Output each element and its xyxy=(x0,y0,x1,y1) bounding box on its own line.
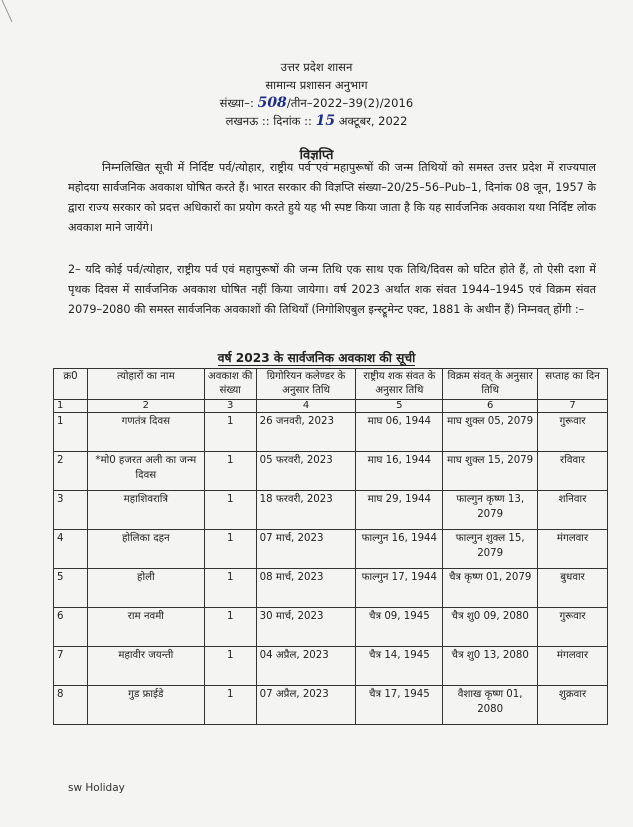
cell-vikram: वैशाख कृष्ण 01, 2080 xyxy=(443,686,538,725)
cell-count: 1 xyxy=(204,491,256,530)
cell-gregorian: 08 मार्च, 2023 xyxy=(256,569,356,608)
cell-gregorian: 26 जनवरी, 2023 xyxy=(256,413,356,452)
cell-count: 1 xyxy=(204,686,256,725)
header-day: सप्ताह का दिन xyxy=(538,369,608,400)
cell-name: राम नवमी xyxy=(87,608,204,647)
cell-shaka: चैत्र 17, 1945 xyxy=(356,686,443,725)
table-title xyxy=(0,349,633,366)
cell-sno: 1 xyxy=(54,413,88,452)
cell-vikram: फाल्गुन कृष्ण 13, 2079 xyxy=(443,491,538,530)
cell-name: महाशिवरात्रि xyxy=(87,491,204,530)
cell-count: 1 xyxy=(204,413,256,452)
date-handwritten: 15 xyxy=(315,113,336,129)
cell-count: 1 xyxy=(204,569,256,608)
header-vikram: विक्रम संवत् के अनुसार तिथि xyxy=(443,369,538,400)
cell-name: महावीर जयन्ती xyxy=(87,647,204,686)
column-number: 3 xyxy=(204,400,256,413)
cell-sno: 8 xyxy=(54,686,88,725)
table-title-text: वर्ष 2023 के सार्वजनिक अवकाश की सूची xyxy=(217,351,416,365)
cell-vikram: माघ शुक्ल 05, 2079 xyxy=(443,413,538,452)
column-number: 5 xyxy=(356,400,443,413)
header-name: त्योहारों का नाम xyxy=(87,369,204,400)
cell-gregorian: 07 अप्रैल, 2023 xyxy=(256,686,356,725)
cell-gregorian: 07 मार्च, 2023 xyxy=(256,530,356,569)
cell-gregorian: 30 मार्च, 2023 xyxy=(256,608,356,647)
cell-name: *मो0 हजरत अली का जन्म दिवस xyxy=(87,452,204,491)
cell-count: 1 xyxy=(204,647,256,686)
reference-prefix: संख्या–: xyxy=(219,96,254,110)
cell-count: 1 xyxy=(204,452,256,491)
notice-title-text: विज्ञप्ति xyxy=(299,148,334,163)
cell-shaka: चैत्र 09, 1945 xyxy=(356,608,443,647)
cell-day: गुरूवार xyxy=(538,608,608,647)
cell-shaka: माघ 06, 1944 xyxy=(356,413,443,452)
cell-day: मंगलवार xyxy=(538,530,608,569)
reference-number xyxy=(0,94,633,112)
cell-shaka: चैत्र 14, 1945 xyxy=(356,647,443,686)
holiday-table xyxy=(53,368,608,725)
table-row xyxy=(54,452,608,491)
cell-day: गुरूवार xyxy=(538,413,608,452)
table-row xyxy=(54,491,608,530)
cell-shaka: माघ 16, 1944 xyxy=(356,452,443,491)
column-number: 7 xyxy=(538,400,608,413)
cell-day: बुधवार xyxy=(538,569,608,608)
cell-sno: 2 xyxy=(54,452,88,491)
table-row xyxy=(54,569,608,608)
paragraph-2: 2– यदि कोई पर्व/त्योहार, राष्ट्रीय पर्व एवं महापुरूषों की जन्म तिथि एक साथ एक तिथि/दिवस को घटित होते हैं, तो ऐसी दशा में पृथक दिवस में सार्वजनिक अवकाश घोषित नहीं किया जायेगा। वर्ष 2023 अर्थात शक संवत 1944–1945 एवं विक्रम संवत 2079–2080 की समस्त सार्वजनिक अवकाशों की तिथियाँ (निगोशिएबुल इन्स्ट्रूमेन्ट एक्ट, 1881 के अधीन हैं) निम्नवत् होंगी :– xyxy=(68,263,596,316)
cell-vikram: चैत्र कृष्ण 01, 2079 xyxy=(443,569,538,608)
cell-vikram: माघ शुक्ल 15, 2079 xyxy=(443,452,538,491)
reference-handwritten: 508 xyxy=(257,95,287,111)
place-date-prefix: लखनऊ :: दिनांक :: xyxy=(225,114,312,128)
cell-gregorian: 18 फरवरी, 2023 xyxy=(256,491,356,530)
paragraph-1: निम्नलिखित सूची में निर्दिष्ट पर्व/त्योहार, राष्ट्रीय पर्व एवं महापुरूषों की जन्म तिथियों को समस्त उत्तर प्रदेश में राज्यपाल महोदया सार्वजनिक अवकाश घोषित करते हैं। भारत सरकार की विज्ञप्ति संख्या–20/25–56–Pub–1, दिनांक 08 जून, 1957 के द्वारा राज्य सरकार को प्रदत्त अधिकारों का प्रयोग करते हुये यह भी स्पष्ट किया जाता है कि यह सार्वजनिक अवकाश यथा निर्दिष्ट लोक अवकाश माने जायेंगे। xyxy=(68,161,596,234)
cell-day: शनिवार xyxy=(538,491,608,530)
column-number: 6 xyxy=(443,400,538,413)
cell-sno: 6 xyxy=(54,608,88,647)
cell-name: होलिका दहन xyxy=(87,530,204,569)
cell-name: गणतंत्र दिवस xyxy=(87,413,204,452)
cell-count: 1 xyxy=(204,608,256,647)
header-gregorian: ग्रिगोरियन कलेण्डर के अनुसार तिथि xyxy=(256,369,356,400)
footer-label: sw Holiday xyxy=(68,782,125,794)
header-shaka: राष्ट्रीय शक संवत के अनुसार तिथि xyxy=(356,369,443,400)
cell-gregorian: 05 फरवरी, 2023 xyxy=(256,452,356,491)
header-sno: क्र0 xyxy=(54,369,88,400)
cell-day: मंगलवार xyxy=(538,647,608,686)
cell-vikram: चैत्र शु0 09, 2080 xyxy=(443,608,538,647)
cell-shaka: फाल्गुन 17, 1944 xyxy=(356,569,443,608)
cell-shaka: फाल्गुन 16, 1944 xyxy=(356,530,443,569)
table-row xyxy=(54,530,608,569)
table-row xyxy=(54,647,608,686)
table-row xyxy=(54,413,608,452)
government-heading: उत्तर प्रदेश शासन xyxy=(280,60,353,74)
table-header-row xyxy=(54,369,608,400)
header-count: अवकाश की संख्या xyxy=(204,369,256,400)
cell-name: होली xyxy=(87,569,204,608)
cell-sno: 3 xyxy=(54,491,88,530)
place-date-line xyxy=(0,112,633,130)
column-number: 4 xyxy=(256,400,356,413)
cell-gregorian: 04 अप्रैल, 2023 xyxy=(256,647,356,686)
column-number: 2 xyxy=(87,400,204,413)
table-row xyxy=(54,686,608,725)
cell-sno: 5 xyxy=(54,569,88,608)
cell-sno: 4 xyxy=(54,530,88,569)
column-number-row xyxy=(54,400,608,413)
cell-day: रविवार xyxy=(538,452,608,491)
table-row xyxy=(54,608,608,647)
cell-sno: 7 xyxy=(54,647,88,686)
cell-day: शुक्रवार xyxy=(538,686,608,725)
cell-shaka: माघ 29, 1944 xyxy=(356,491,443,530)
cell-vikram: चैत्र शु0 13, 2080 xyxy=(443,647,538,686)
cell-count: 1 xyxy=(204,530,256,569)
department-heading: सामान्य प्रशासन अनुभाग xyxy=(265,78,368,92)
cell-name: गुड फ्राईडे xyxy=(87,686,204,725)
cell-vikram: फाल्गुन शुक्ल 15, 2079 xyxy=(443,530,538,569)
reference-suffix: /तीन–2022–39(2)/2016 xyxy=(286,96,414,110)
column-number: 1 xyxy=(54,400,88,413)
date-suffix: अक्टूबर, 2022 xyxy=(338,114,408,128)
